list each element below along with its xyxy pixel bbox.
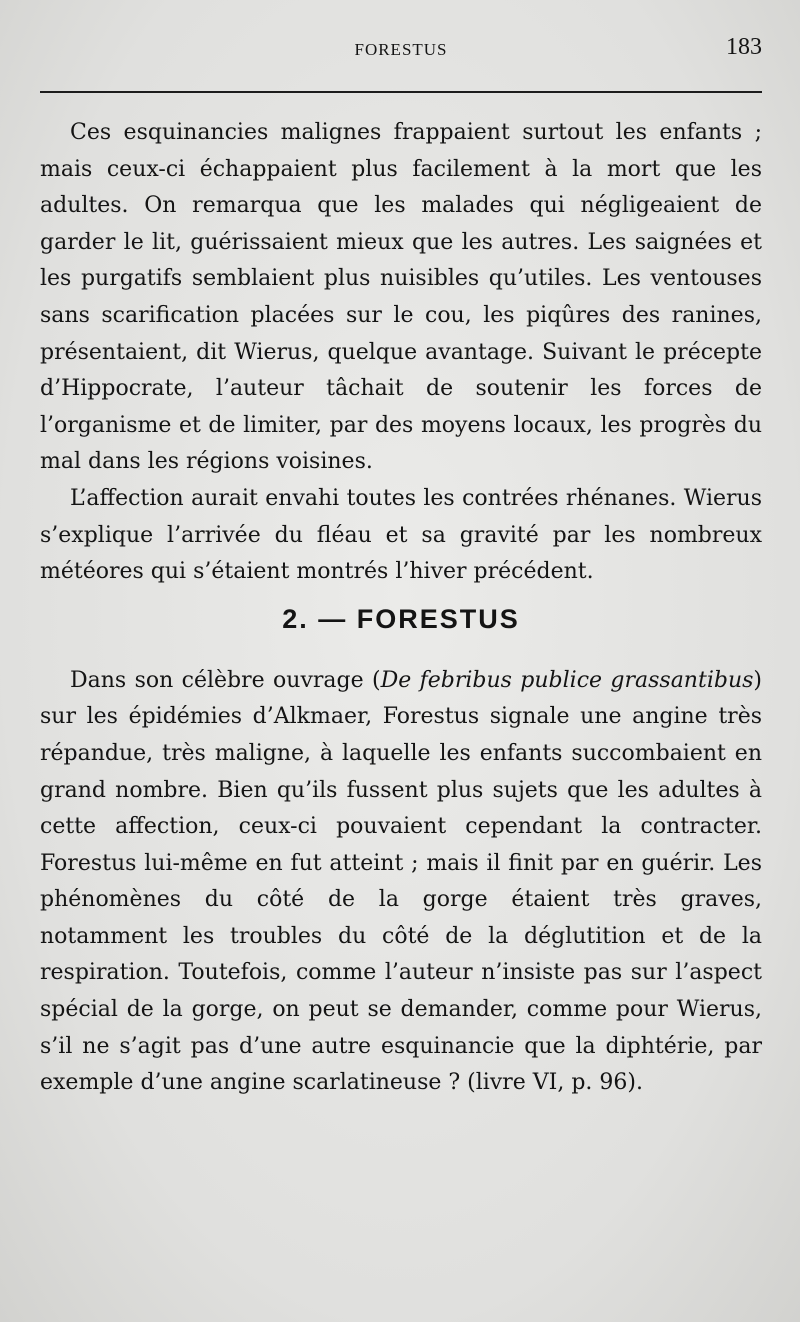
running-head	[40, 34, 762, 66]
paragraph-2: L’affection aurait envahi toutes les contrées rhénanes. Wierus s’explique l’arrivée du fléau et sa gravité par les nombreux météores qui s’étaient montrés l’hiver précédent.	[40, 485, 762, 585]
section-heading: 2. — FORESTUS	[282, 603, 520, 634]
paragraph-1: Ces esquinancies malignes frappaient surtout les enfants ; mais ceux-ci échappaient plus facilement à la mort que les adultes. On remarqua que les malades qui négligeaient de garder le lit, guérissaient mieux que les autres. Les saignées et les purgatifs semblaient plus nuisibles qu’utiles. Les ventouses sans scarification placées sur le cou, les piqûres des ranines, présentaient, dit Wierus, quelque avantage. Suivant le précepte d’Hippocrate, l’auteur tâchait de soutenir les forces de l’organisme et de limiter, par des moyens locaux, les progrès du mal dans les régions voisines.	[40, 120, 762, 475]
running-title: FORESTUS	[354, 40, 448, 59]
paragraph-3	[40, 663, 762, 1102]
header-rule	[40, 91, 762, 93]
page-number: 183	[726, 34, 762, 60]
paragraph-3-text: ) sur les épidémies d’Alkmaer, Forestus signale une angine très répandue, très maligne, à laquelle les enfants succombaient en grand nombre. Bien qu’ils fussent plus sujets que les adultes à cette affection, ceux-ci pouvaient cependant la contracter. Forestus lui-même en fut atteint ; mais il finit par en guérir. Les phénomènes du côté de la gorge étaient très graves, notamment les troubles du côté de la déglutition et de la respiration. Toutefois, comme l’auteur n’insiste pas sur l’aspect spécial de la gorge, on peut se demander, comme pour Wierus, s’il ne s’agit pas d’une autre esquinancie que la diphtérie, par exemple d’une angine scarlatineuse ? (livre VI, p. 96).	[40, 667, 762, 1096]
paragraph-3-intro: Dans son célèbre ouvrage (	[70, 667, 381, 693]
book-title: De febribus publice grassantibus	[380, 667, 754, 693]
body-text	[40, 115, 762, 1102]
